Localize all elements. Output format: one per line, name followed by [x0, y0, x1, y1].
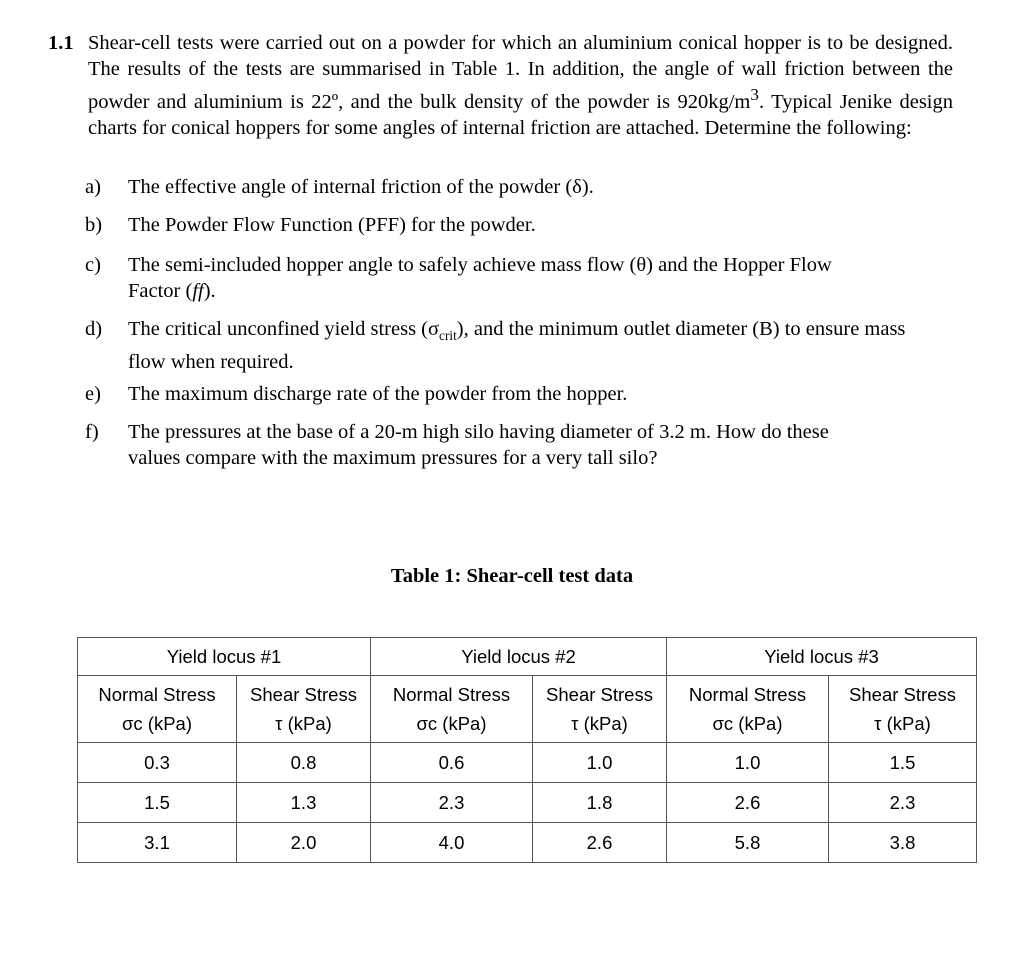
part-label: e) [85, 383, 101, 405]
table-cell: 1.8 [533, 783, 667, 823]
yield-locus-1-header: Yield locus #1 [78, 638, 371, 676]
shear-stress-unit: τ (kPa) [874, 713, 931, 734]
shear-stress-header [533, 676, 667, 743]
part-c [85, 252, 885, 304]
part-text: The maximum discharge rate of the powder from the hopper. [128, 383, 628, 405]
table-cell: 1.5 [829, 743, 977, 783]
shear-stress-header [237, 676, 371, 743]
question-number: 1.1 [48, 32, 74, 54]
table-title: Table 1: Shear-cell test data [390, 565, 634, 587]
shear-stress-unit: τ (kPa) [275, 713, 332, 734]
part-f [85, 419, 885, 471]
part-text [128, 316, 925, 375]
normal-stress-unit: σc (kPa) [712, 713, 783, 734]
shear-stress-label: Shear Stress [546, 684, 653, 705]
normal-stress-unit: σc (kPa) [416, 713, 487, 734]
table-cell: 2.6 [667, 783, 829, 823]
table-cell: 0.6 [371, 743, 533, 783]
normal-stress-unit: σc (kPa) [121, 713, 192, 734]
table-cell: 2.0 [237, 823, 371, 863]
question-block [48, 30, 953, 141]
yield-locus-3-header: Yield locus #3 [667, 638, 977, 676]
part-text: The effective angle of internal friction of the powder (δ). [128, 176, 594, 198]
normal-stress-header [78, 676, 237, 743]
yield-locus-2-header: Yield locus #2 [371, 638, 667, 676]
table-cell: 1.5 [78, 783, 237, 823]
table-cell: 0.3 [78, 743, 237, 783]
part-label: d) [85, 318, 103, 340]
part-text: The Powder Flow Function (PFF) for the powder. [128, 214, 536, 236]
normal-stress-header [371, 676, 533, 743]
table-cell: 1.0 [667, 743, 829, 783]
question-text-end: . Typical Jenike design charts for conical hoppers for some angles of internal friction are attached. Determine the following: [88, 90, 953, 139]
table-cell: 2.3 [371, 783, 533, 823]
normal-stress-label: Normal Stress [392, 684, 511, 705]
normal-stress-label: Normal Stress [98, 684, 216, 705]
shear-stress-unit: τ (kPa) [571, 713, 628, 734]
table-cell: 3.1 [78, 823, 237, 863]
table-cell: 1.3 [237, 783, 371, 823]
shear-stress-label: Shear Stress [849, 684, 956, 705]
table-cell: 3.8 [829, 823, 977, 863]
part-label: c) [85, 254, 101, 276]
shear-cell-table [77, 637, 977, 863]
shear-stress-header [829, 676, 977, 743]
table-row [78, 743, 977, 783]
part-text: The pressures at the base of a 20-m high silo having diameter of 3.2 m. How do these values compare with the maximum pressures for a very tall silo? [128, 421, 829, 469]
table-row [78, 823, 977, 863]
table-cell: 1.0 [533, 743, 667, 783]
table-cell: 4.0 [371, 823, 533, 863]
part-d-sub: crit [439, 328, 457, 344]
table-cell: 2.6 [533, 823, 667, 863]
table-cell: 2.3 [829, 783, 977, 823]
normal-stress-label: Normal Stress [688, 684, 807, 705]
table-cell: 5.8 [667, 823, 829, 863]
table-cell: 0.8 [237, 743, 371, 783]
part-b [85, 212, 925, 238]
question-text [88, 30, 953, 141]
shear-stress-label: Shear Stress [250, 684, 357, 705]
part-label: b) [85, 214, 103, 236]
table-row [78, 783, 977, 823]
part-d [85, 316, 925, 375]
part-label: f) [85, 421, 99, 443]
normal-stress-header [667, 676, 829, 743]
part-d-text: The critical unconfined yield stress (σ [128, 318, 440, 340]
part-c-text: The semi-included hopper angle to safely achieve mass flow (θ) and the Hopper Flow Factor ( [128, 254, 832, 302]
table-header-columns [78, 676, 977, 743]
part-label: a) [85, 176, 101, 198]
part-d-end: ), and the minimum outlet diameter (B) to ensure mass flow when required. [128, 318, 906, 374]
question-text-main: Shear-cell tests were carried out on a powder for which an aluminium conical hopper is to be designed. The results of the tests are summarised in Table 1. In addition, the angle of wall friction between the powder and aluminium is 22º, and the bulk density of the powder is 920kg/m [88, 32, 953, 113]
part-e [85, 381, 925, 407]
question-text-sup: 3 [750, 85, 759, 104]
part-text [128, 252, 885, 304]
part-c-ff: ff [192, 280, 204, 302]
table-header-loci [78, 638, 977, 676]
part-a [85, 174, 925, 200]
part-c-end: ). [203, 280, 216, 302]
